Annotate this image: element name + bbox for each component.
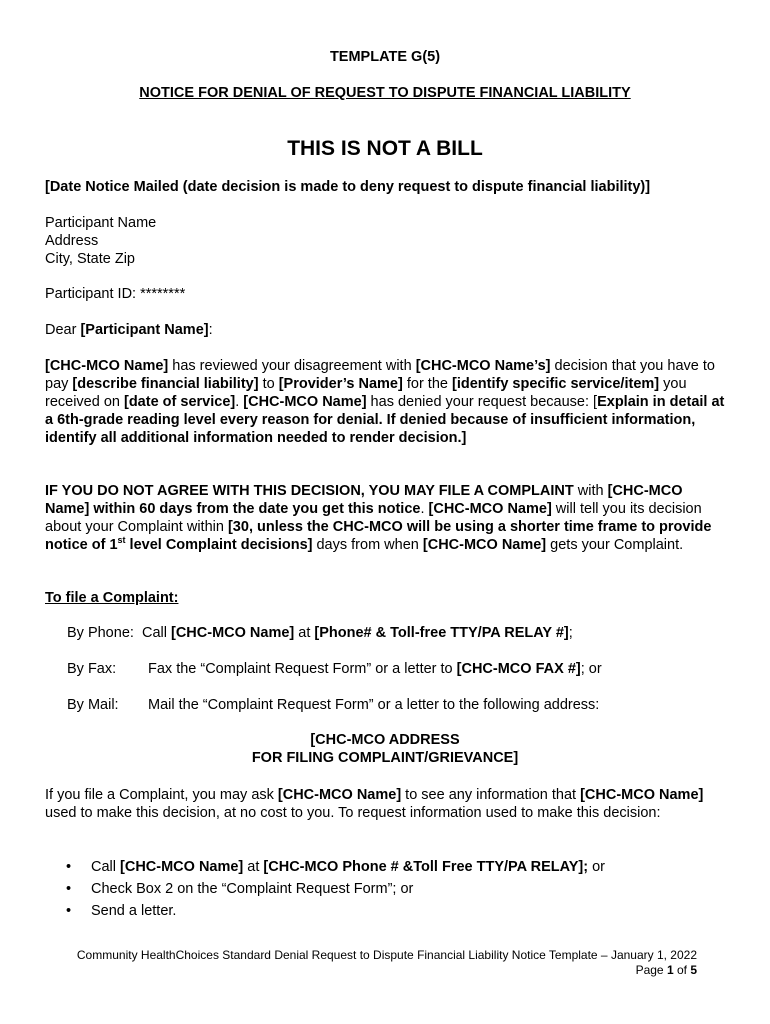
text-run: IF YOU DO NOT AGREE WITH THIS DECISION, YOU MAY FILE A COMPLAINT bbox=[45, 483, 574, 499]
text-run: has denied your request because: [ bbox=[366, 394, 598, 410]
text-run: [30 bbox=[227, 519, 249, 535]
recipient-address bbox=[45, 214, 725, 268]
text-run: . bbox=[420, 501, 429, 517]
text-run: or bbox=[588, 859, 605, 875]
page-title: THIS IS NOT A BILL bbox=[287, 137, 483, 160]
request-options-list bbox=[45, 856, 725, 922]
footer-text: Community HealthChoices Standard Denial Request to Dispute Financial Liability Notice Template – January 1, 2022 bbox=[76, 948, 697, 962]
text-run: has reviewed your disagreement with bbox=[168, 358, 416, 374]
text-run: [CHC-MCO Name] bbox=[422, 537, 547, 553]
method-phone bbox=[67, 624, 727, 642]
text-run: Call bbox=[91, 859, 121, 875]
list-item bbox=[45, 878, 725, 900]
text-run: days from when bbox=[312, 537, 423, 553]
complaint-paragraph bbox=[45, 482, 725, 554]
review-paragraph bbox=[45, 357, 725, 447]
list-item bbox=[45, 900, 725, 922]
salutation-name: [Participant Name] bbox=[80, 322, 209, 338]
text-run: , unless the CHC-MCO will be using a shorter time frame to provide notice of 1 bbox=[45, 519, 712, 553]
text-run: [CHC-MCO Name] within 60 days from the date you get this notice bbox=[45, 483, 683, 517]
page-current: 1 bbox=[666, 963, 674, 977]
text-run: at bbox=[294, 625, 315, 641]
method-mail bbox=[67, 696, 727, 714]
text-run: Explain in detail at a 6th-grade reading level every reason for denial. If denied because of insufficient information, identify all additional information needed to render decision.] bbox=[45, 394, 725, 446]
salutation-dear: Dear bbox=[45, 322, 81, 338]
participant-id-value: ******** bbox=[140, 286, 186, 302]
method-phone-label: By Phone: bbox=[67, 625, 134, 641]
page-total: 5 bbox=[690, 963, 697, 977]
template-id: TEMPLATE G(5) bbox=[329, 49, 441, 65]
text-run: level Complaint decisions] bbox=[125, 537, 313, 553]
method-fax bbox=[67, 660, 727, 678]
participant-address: Address bbox=[45, 233, 99, 249]
text-run: [date of service] bbox=[124, 394, 236, 410]
request-info-paragraph bbox=[45, 786, 725, 822]
text-run: ; bbox=[568, 625, 573, 641]
text-run: [CHC-MCO Name] bbox=[580, 787, 704, 803]
text-run: for the bbox=[402, 376, 452, 392]
bullet-icon: • bbox=[66, 881, 72, 897]
notice-title: NOTICE FOR DENIAL OF REQUEST TO DISPUTE FINANCIAL LIABILITY bbox=[139, 85, 631, 101]
document-page bbox=[45, 0, 725, 1024]
text-run: you received on bbox=[45, 376, 687, 410]
text-run: . bbox=[235, 394, 244, 410]
participant-id-line bbox=[45, 285, 725, 303]
text-run: to see any information that bbox=[401, 787, 581, 803]
list-item bbox=[45, 856, 725, 878]
address-line: FOR FILING COMPLAINT/GRIEVANCE] bbox=[251, 750, 519, 766]
text-run: ; or bbox=[580, 661, 602, 677]
text-run: to bbox=[258, 376, 279, 392]
to-file-heading: To file a Complaint: bbox=[45, 590, 179, 606]
salutation bbox=[45, 321, 725, 339]
text-run: [CHC-MCO Phone # &Toll Free TTY/PA RELAY]; bbox=[263, 859, 589, 875]
text-run: [CHC-MCO Name] bbox=[171, 625, 295, 641]
text-run: Mail the “Complaint Request Form” or a letter to the following address: bbox=[148, 697, 600, 713]
text-run: will tell you its decision about your Complaint within bbox=[45, 501, 702, 535]
page-label: Page bbox=[635, 963, 667, 977]
text-run: [CHC-MCO Name] bbox=[45, 358, 169, 374]
bullet-icon: • bbox=[66, 859, 72, 875]
text-run: decision that you have to pay bbox=[45, 358, 715, 392]
bullet-icon: • bbox=[66, 903, 72, 919]
text-run: [Phone# & Toll-free TTY/PA RELAY #] bbox=[314, 625, 569, 641]
text-run: [Provider’s Name] bbox=[278, 376, 403, 392]
text-run: [CHC-MCO Name] bbox=[428, 501, 552, 517]
text-run: Fax the “Complaint Request Form” or a letter to bbox=[148, 661, 457, 677]
date-notice-line: [Date Notice Mailed (date decision is made to deny request to dispute financial liability)] bbox=[45, 179, 651, 195]
salutation-colon: : bbox=[208, 322, 213, 338]
address-line: [CHC-MCO ADDRESS bbox=[310, 732, 460, 748]
superscript: st bbox=[117, 535, 126, 546]
text-run: [CHC-MCO Name] bbox=[243, 394, 367, 410]
page-footer bbox=[45, 948, 697, 978]
text-run: [identify specific service/item] bbox=[452, 376, 660, 392]
text-run: at bbox=[243, 859, 264, 875]
text-run: [CHC-MCO Name] bbox=[120, 859, 244, 875]
text-run: [CHC-MCO Name’s] bbox=[415, 358, 551, 374]
text-run: [CHC-MCO Name] bbox=[277, 787, 402, 803]
participant-name: Participant Name bbox=[45, 215, 157, 231]
text-run: Call bbox=[141, 625, 171, 641]
participant-city-state-zip: City, State Zip bbox=[45, 251, 135, 267]
text-run: used to make this decision, at no cost to you. To request information used to make this decision: bbox=[45, 805, 661, 821]
text-run: [CHC-MCO FAX #] bbox=[456, 661, 581, 677]
text-run: If you file a Complaint, you may ask bbox=[45, 787, 278, 803]
text-run: gets your Complaint. bbox=[546, 537, 684, 553]
page-number bbox=[45, 963, 697, 978]
text-run: Check Box 2 on the “Complaint Request Form”; or bbox=[91, 881, 414, 897]
method-fax-label: By Fax: bbox=[67, 661, 117, 677]
complaint-address-block bbox=[45, 731, 725, 767]
participant-id-label: Participant ID: bbox=[45, 286, 141, 302]
text-run: [describe financial liability] bbox=[72, 376, 259, 392]
text-run: with bbox=[573, 483, 608, 499]
method-mail-label: By Mail: bbox=[67, 697, 119, 713]
page-of: of bbox=[673, 963, 691, 977]
text-run: Send a letter. bbox=[91, 903, 177, 919]
